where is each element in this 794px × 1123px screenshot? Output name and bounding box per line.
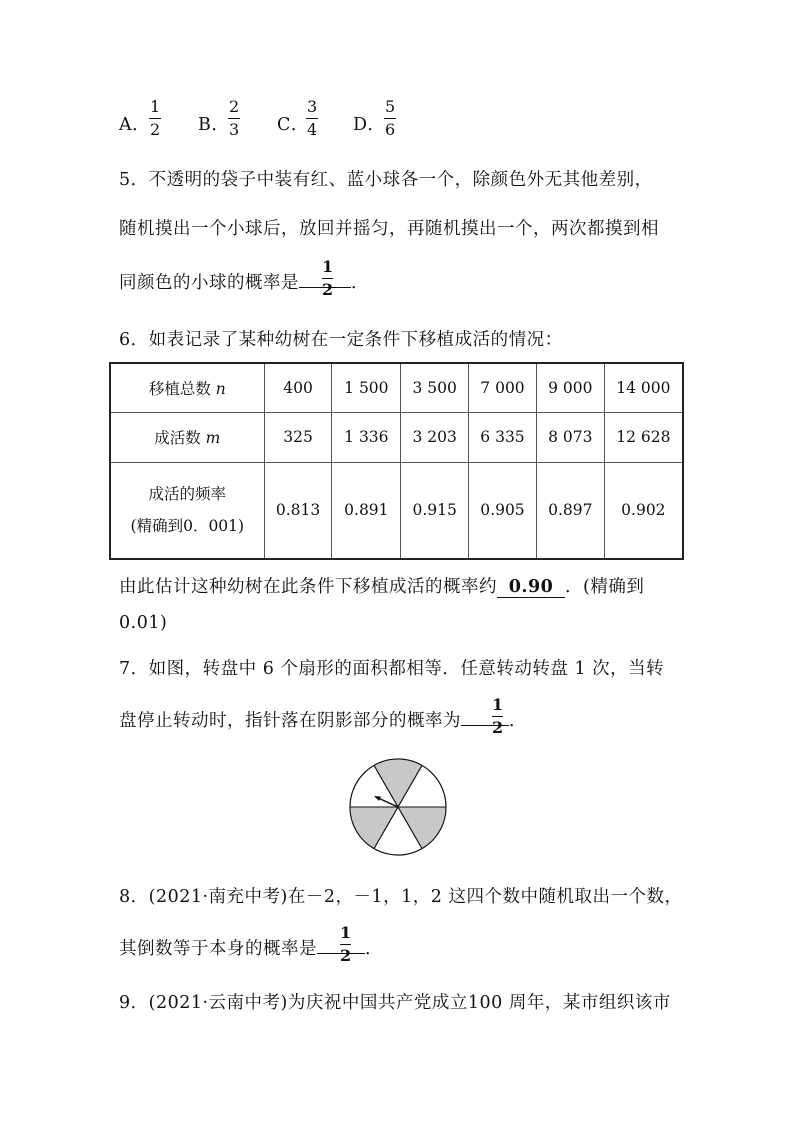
q6-answer: 0.90 — [497, 577, 565, 598]
q8-line-1: 8．(2021·南充中考)在－2，－1，1，2 这四个数中随机取出一个数， — [119, 887, 683, 907]
table-cell: 325 — [264, 413, 332, 463]
table-row — [110, 363, 683, 413]
table-cell: 1 336 — [332, 413, 401, 463]
option-b-letter: B． — [198, 115, 230, 135]
q6-conclusion-cont: 0.01) — [119, 613, 168, 633]
table-cell: 0.813 — [264, 462, 332, 559]
table-cell: 7 000 — [469, 363, 537, 413]
q5-line-3: 同颜色的小球的概率是 ． — [119, 269, 369, 294]
q8-line-2: 其倒数等于本身的概率是 ． — [119, 935, 383, 960]
table-cell: 9 000 — [536, 363, 604, 413]
table-cell: 3 500 — [401, 363, 469, 413]
table-cell: 0.897 — [536, 462, 604, 559]
table-cell: 0.915 — [401, 462, 469, 559]
option-a-fraction: $\frac{1}{2}$ — [150, 97, 161, 139]
q7-answer-fraction: $\frac{1}{2}$ — [492, 695, 504, 737]
row-header-total: 移植总数 n — [110, 363, 264, 413]
option-c-letter: C． — [277, 115, 309, 135]
table-cell: 12 628 — [604, 413, 683, 463]
table-cell: 14 000 — [604, 363, 683, 413]
table-row — [110, 462, 683, 559]
q7-line-2: 盘停止转动时，指针落在阴影部分的概率为 ． — [119, 707, 527, 732]
option-b-fraction: $\frac{2}{3}$ — [229, 97, 240, 139]
row-header-survived: 成活数 m — [110, 413, 264, 463]
table-cell: 0.905 — [469, 462, 537, 559]
option-d-letter: D． — [353, 115, 386, 135]
q9-line-1: 9．(2021·云南中考)为庆祝中国共产党成立100 周年，某市组织该市 — [119, 993, 671, 1013]
q5-line-1: 5．不透明的袋子中装有红、蓝小球各一个，除颜色外无其他差别， — [119, 170, 653, 190]
table-cell: 8 073 — [536, 413, 604, 463]
option-d-fraction: $\frac{5}{6}$ — [385, 97, 396, 139]
q6-conclusion: 由此估计这种幼树在此条件下移植成活的概率约 0.90 ．(精确到 — [119, 577, 645, 597]
q8-answer-fraction: $\frac{1}{2}$ — [340, 923, 352, 965]
transplant-table — [109, 362, 684, 560]
q6-intro: 6．如表记录了某种幼树在一定条件下移植成活的情况： — [119, 330, 563, 350]
table-cell: 3 203 — [401, 413, 469, 463]
spinner-figure — [346, 755, 450, 859]
table-cell: 6 335 — [469, 413, 537, 463]
table-cell: 1 500 — [332, 363, 401, 413]
option-c-fraction: $\frac{3}{4}$ — [307, 97, 318, 139]
row-header-frequency: 成活的频率 (精确到0．001) — [110, 462, 264, 559]
option-a-letter: A． — [119, 115, 151, 135]
table-cell: 400 — [264, 363, 332, 413]
table-cell: 0.891 — [332, 462, 401, 559]
table-cell: 0.902 — [604, 462, 683, 559]
q5-line-2: 随机摸出一个小球后，放回并摇匀，再随机摸出一个，两次都摸到相 — [119, 219, 659, 239]
q5-answer-fraction: $\frac{1}{2}$ — [322, 257, 334, 299]
table-row — [110, 413, 683, 463]
q7-line-1: 7．如图，转盘中 6 个扇形的面积都相等．任意转动转盘 1 次，当转 — [119, 659, 665, 679]
